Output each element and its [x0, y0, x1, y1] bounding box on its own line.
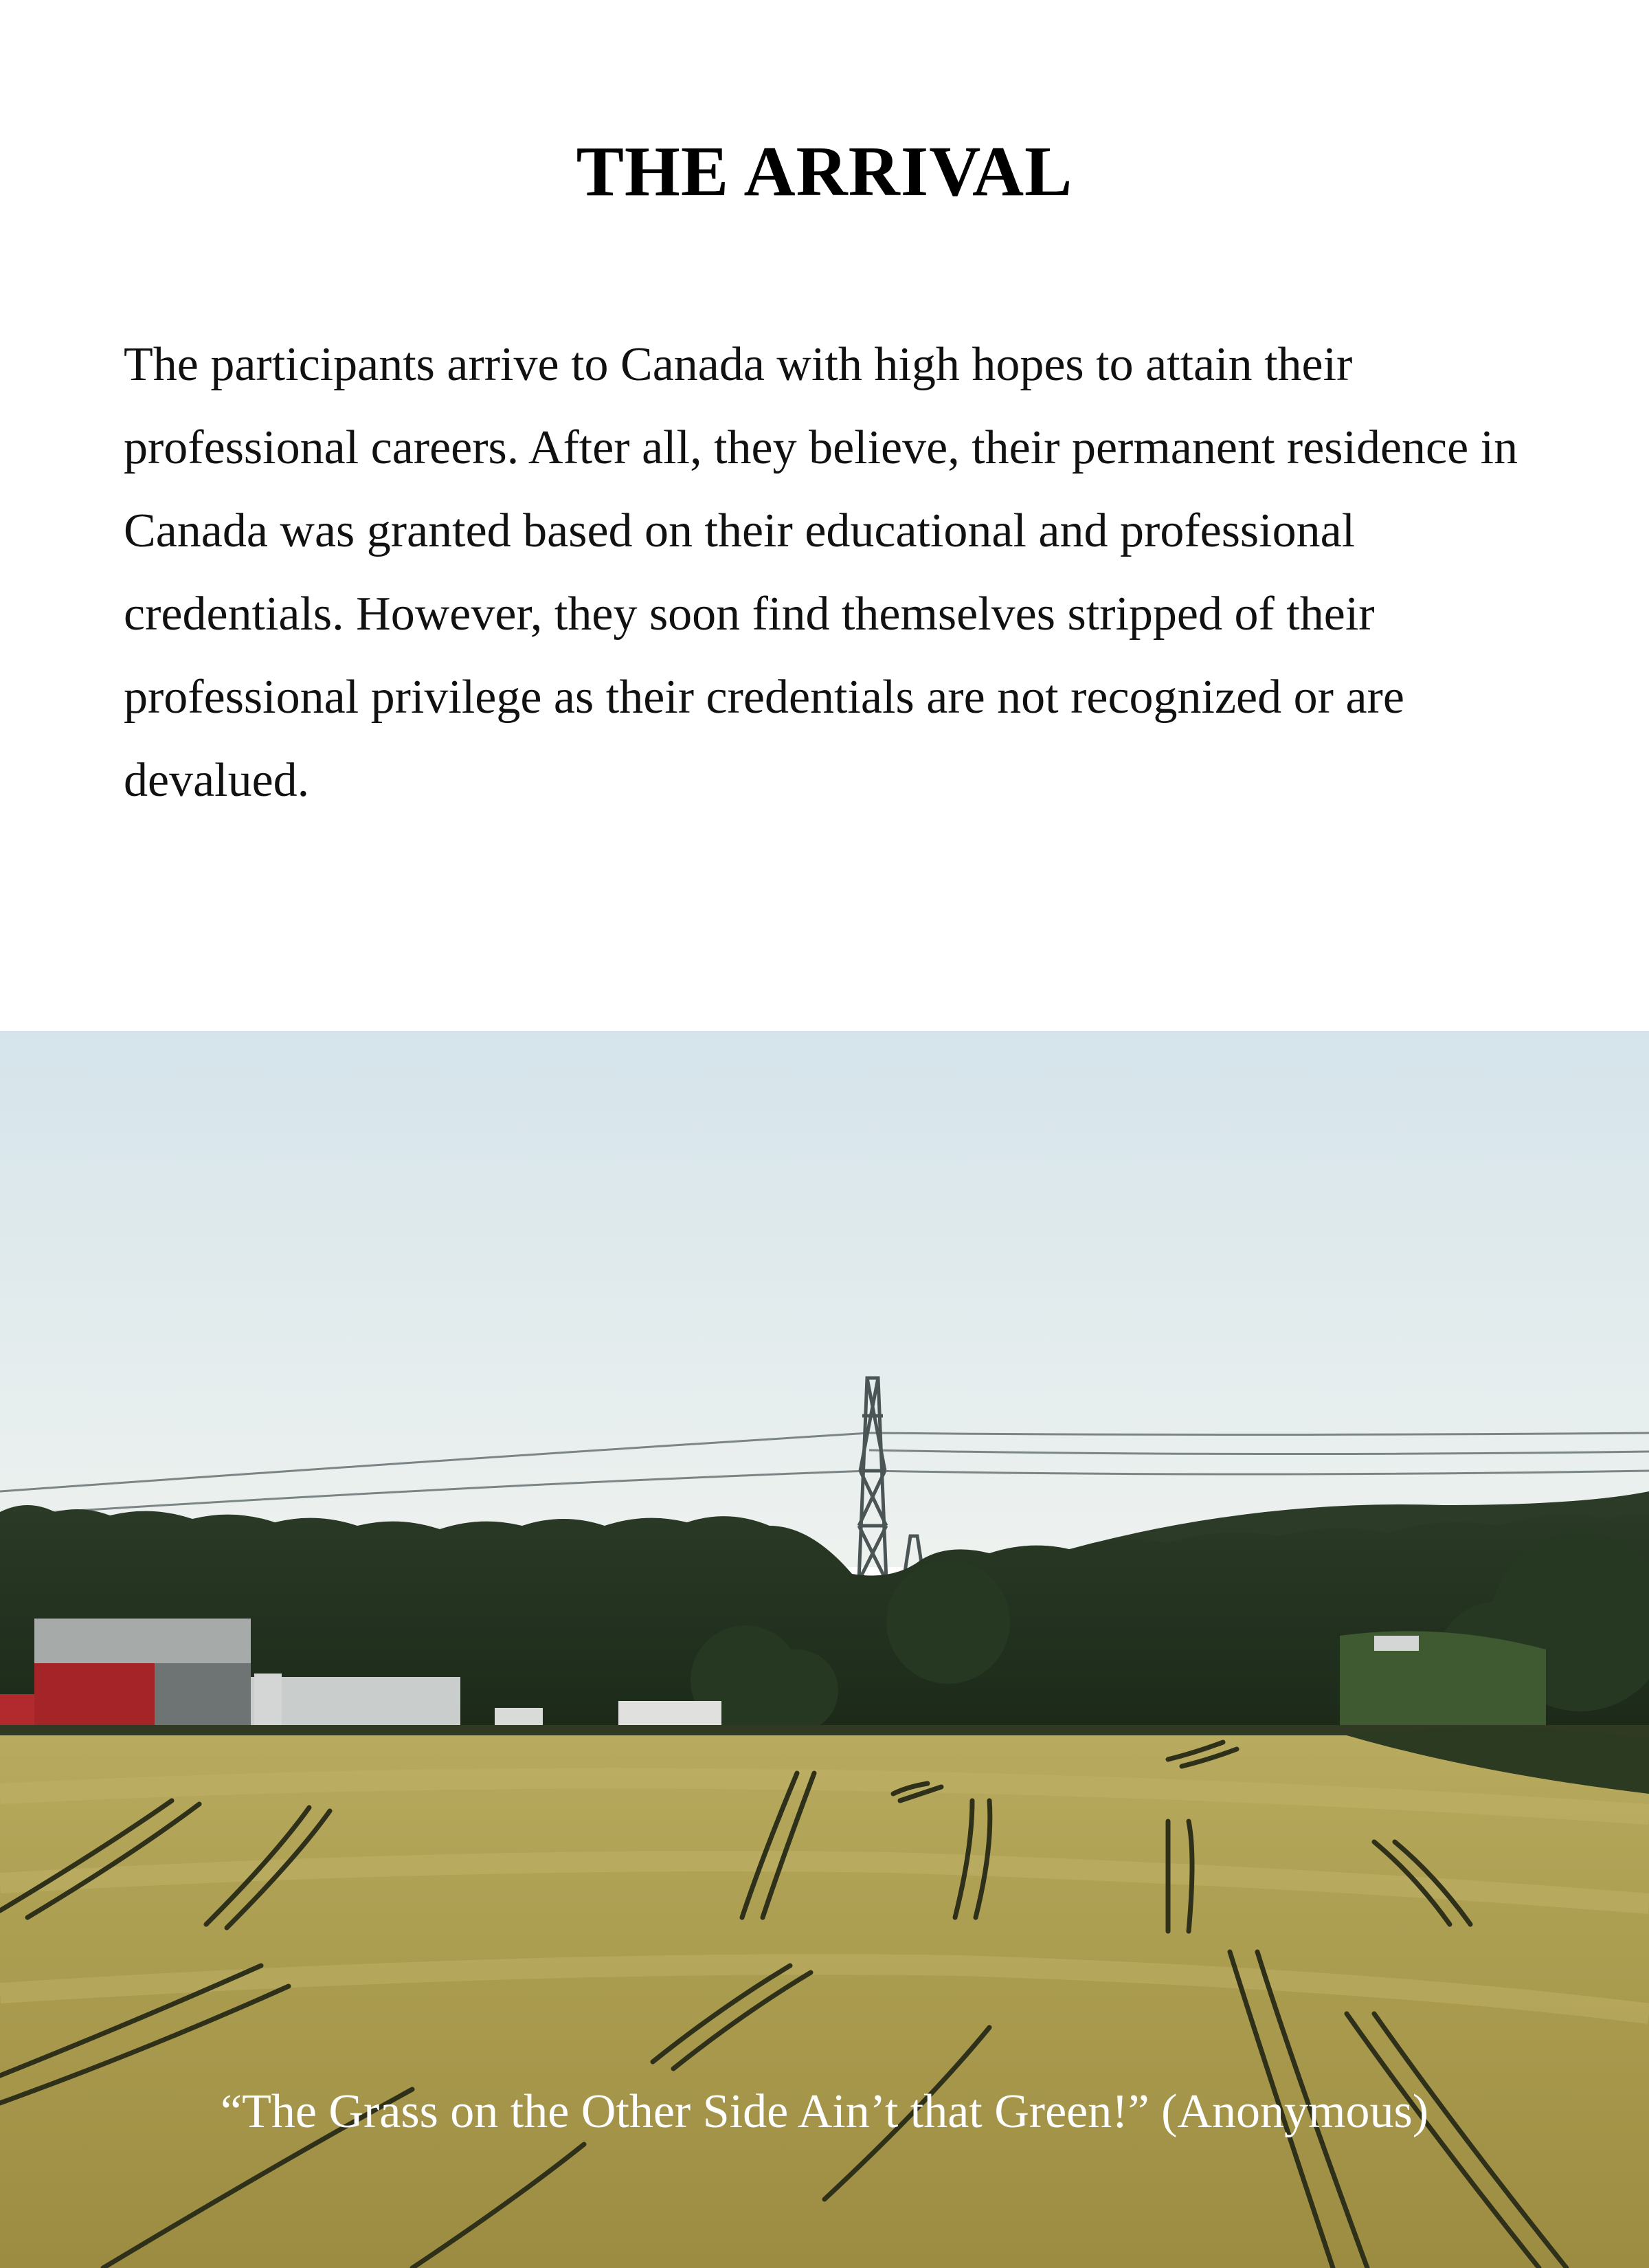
page-title: THE ARRIVAL	[576, 132, 1073, 211]
photo-caption: “The Grass on the Other Side Ain’t that Green!” (Anonymous)	[221, 2085, 1428, 2138]
meadow	[1340, 1631, 1546, 1732]
body-paragraph: The participants arrive to Canada with high hopes to attain their professional careers. After all, they believe, their permanent residence in Canada was granted based on their educational and professional credentials. However, they soon find themselves stripped of their professional privilege as their credentials are not recognized or are devalued.	[124, 338, 1518, 807]
sky	[0, 1031, 1649, 1567]
wheat-field	[0, 1735, 1649, 2268]
